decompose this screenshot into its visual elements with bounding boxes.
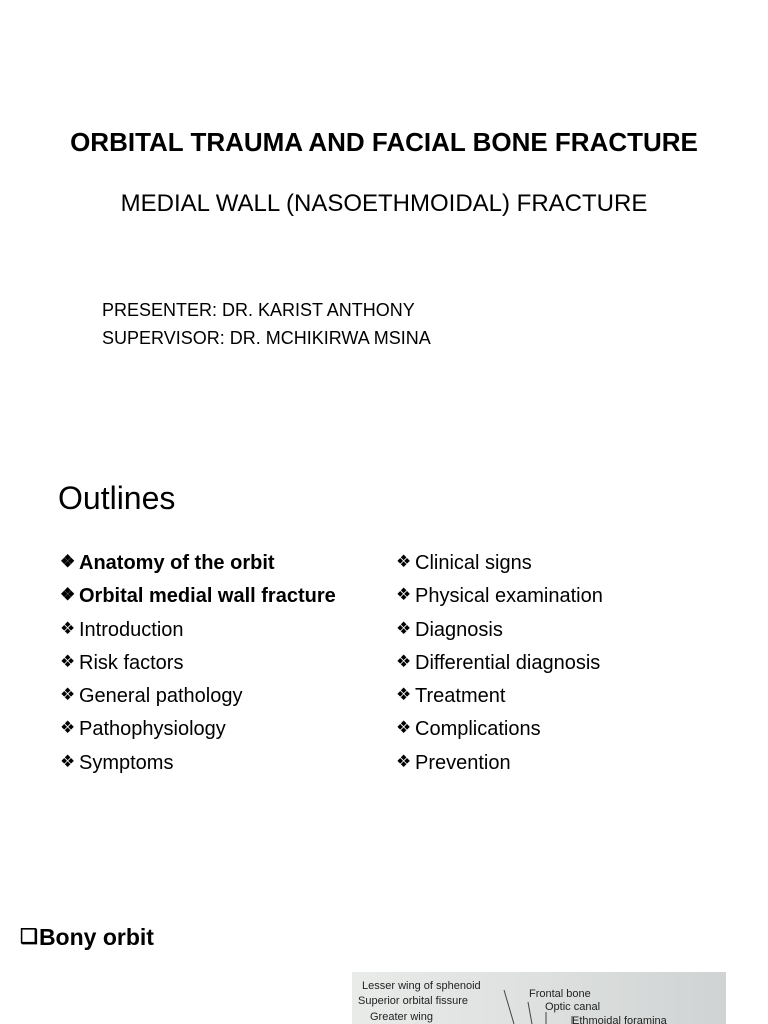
supervisor-line: SUPERVISOR: DR. MCHIKIRWA MSINA [102, 328, 431, 348]
outline-item [396, 546, 603, 579]
orbit-anatomy-diagram [352, 972, 726, 1024]
outline-item-label: Treatment [415, 685, 506, 708]
diamond-bullet-icon: ❖ [396, 651, 412, 671]
diamond-bullet-icon: ❖ [60, 751, 76, 771]
outline-item [60, 546, 336, 579]
outline-item-label: Introduction [79, 618, 184, 641]
bony-orbit-slide [0, 860, 768, 1024]
label-superior-orbital-fissure: Superior orbital fissure [358, 995, 469, 1007]
outline-item [396, 646, 603, 679]
diamond-bullet-icon: ❖ [396, 618, 412, 638]
outline-item [396, 712, 603, 745]
diamond-bullet-icon: ❖ [60, 618, 76, 638]
label-optic-canal: Optic canal [545, 1001, 601, 1013]
outline-item [396, 579, 603, 612]
diamond-bullet-icon: ❖ [60, 585, 76, 605]
outline-list-left [60, 546, 336, 779]
diamond-bullet-icon: ❖ [396, 585, 412, 605]
outline-item [60, 646, 336, 679]
outline-slide [0, 460, 768, 860]
diamond-bullet-icon: ❖ [396, 552, 412, 571]
diamond-bullet-icon: ❖ [396, 685, 412, 705]
credits-block [102, 296, 431, 352]
outline-item-label: Pathophysiology [79, 718, 226, 741]
diamond-bullet-icon: ❖ [60, 552, 76, 571]
outline-item-label: Orbital medial wall fracture [79, 585, 336, 608]
outline-item-label: Complications [415, 718, 541, 741]
outline-item [60, 613, 336, 646]
outline-item-label: Clinical signs [415, 552, 532, 574]
outline-item-label: Diagnosis [415, 618, 503, 641]
bony-orbit-heading-text: Bony orbit [38, 924, 154, 950]
outline-item [60, 679, 336, 712]
label-greater-wing: Greater wing [370, 1011, 433, 1023]
outline-item-label: General pathology [79, 685, 243, 708]
bony-orbit-heading [20, 922, 154, 952]
outline-list-right [396, 546, 603, 779]
diamond-bullet-icon: ❖ [60, 651, 76, 671]
outline-item-label: Risk factors [79, 651, 184, 674]
outline-item [60, 746, 336, 779]
outline-item [396, 746, 603, 779]
outline-item-label: Physical examination [415, 585, 603, 608]
presenter-line: PRESENTER: DR. KARIST ANTHONY [102, 300, 415, 320]
diamond-bullet-icon: ❖ [396, 718, 412, 738]
square-bullet-icon: ❑ [20, 926, 38, 948]
diamond-bullet-icon: ❖ [396, 751, 412, 771]
presentation-subtitle: MEDIAL WALL (NASOETHMOIDAL) FRACTURE [120, 190, 648, 217]
outline-item [60, 712, 336, 745]
outline-item-label: Anatomy of the orbit [79, 552, 275, 574]
presentation-title: ORBITAL TRAUMA AND FACIAL BONE FRACTURE [70, 127, 698, 157]
outline-item-label: Differential diagnosis [415, 651, 601, 674]
label-lesser-wing: Lesser wing of sphenoid [362, 980, 481, 992]
outline-item [60, 579, 336, 612]
diamond-bullet-icon: ❖ [60, 718, 76, 738]
label-ethmoidal-foramina: Ethmoidal foramina [572, 1015, 667, 1024]
outline-heading: Outlines [58, 480, 176, 516]
outline-item [396, 679, 603, 712]
outline-item-label: Symptoms [79, 751, 174, 774]
outline-item [396, 613, 603, 646]
diamond-bullet-icon: ❖ [60, 685, 76, 705]
outline-item-label: Prevention [415, 751, 511, 774]
label-frontal-bone: Frontal bone [529, 988, 591, 1000]
title-slide [0, 0, 768, 460]
